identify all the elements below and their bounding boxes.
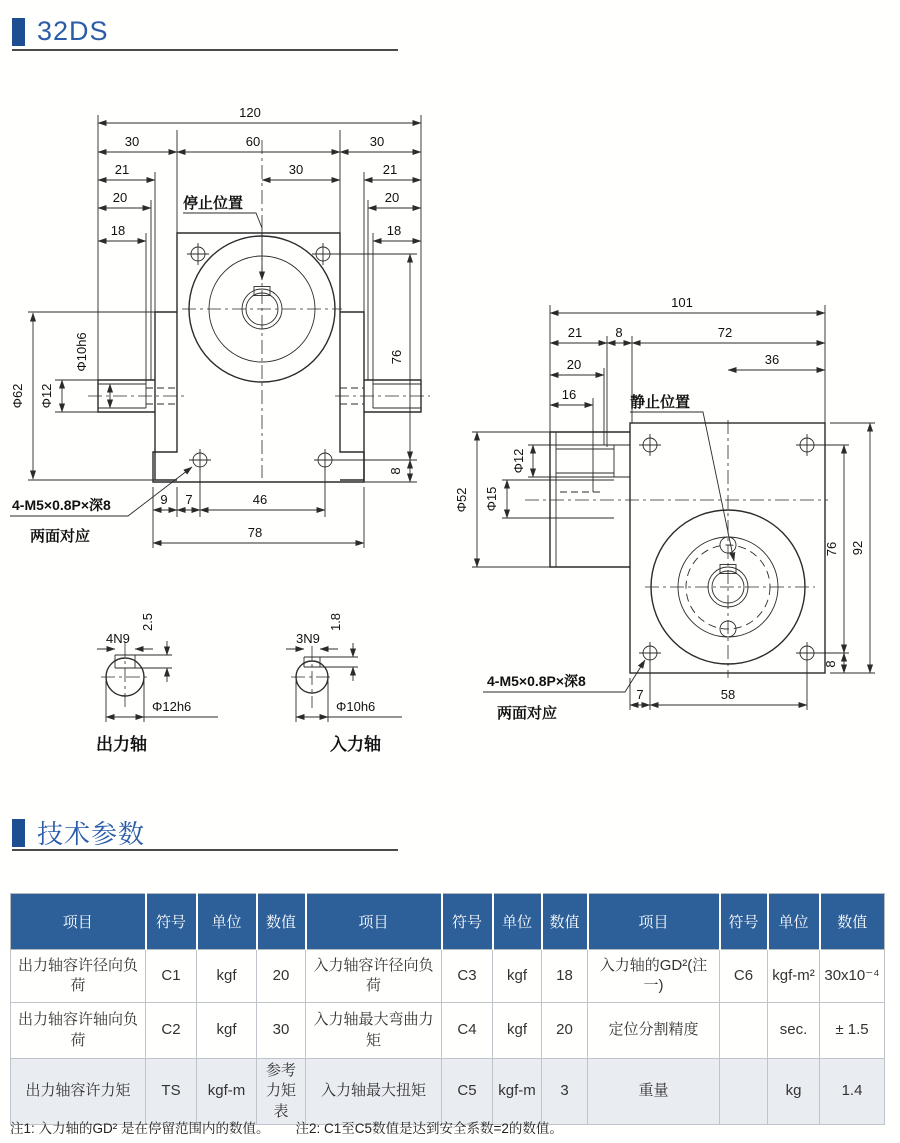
table-cell: 重量 — [588, 1059, 720, 1125]
dim-label: 21 — [114, 162, 130, 177]
shaft-dia-label: Φ10h6 — [336, 699, 376, 714]
dim-label: 8 — [823, 660, 838, 668]
dim-label: 120 — [239, 105, 261, 120]
side-view — [454, 295, 875, 722]
table-cell: kgf — [493, 1003, 542, 1059]
page-title: 32DS — [37, 16, 109, 46]
parameters-table — [10, 893, 885, 1125]
bolt-holes-front — [187, 243, 336, 471]
dim-label: Φ52 — [454, 487, 469, 513]
dim-label: 21 — [382, 162, 398, 177]
dim-label: 7 — [636, 687, 644, 702]
dim-label: 8 — [388, 467, 403, 475]
column-header: 数值 — [257, 894, 306, 950]
table-cell: 出力轴容许径向负荷 — [11, 950, 146, 1003]
dim-label: 16 — [561, 387, 577, 402]
table-cell: C3 — [442, 950, 493, 1003]
table-cell: 20 — [257, 950, 306, 1003]
dim-label: 101 — [671, 295, 693, 310]
column-header: 符号 — [720, 894, 768, 950]
dim-label: 8 — [615, 325, 623, 340]
dim-label: 18 — [386, 223, 402, 238]
column-header: 单位 — [493, 894, 542, 950]
thread-note-front: 4-M5×0.8P×深8 — [12, 497, 111, 513]
bolt-holes-side — [639, 434, 818, 664]
dim-label: 92 — [850, 540, 865, 556]
model-header — [12, 16, 109, 47]
table-cell: 30x10⁻⁴ — [820, 950, 885, 1003]
key-height-label: 1.8 — [328, 612, 343, 632]
table-cell: kgf-m — [493, 1059, 542, 1125]
column-header: 数值 — [542, 894, 588, 950]
table-cell: 出力轴容许力矩 — [11, 1059, 146, 1125]
both-sides-note-front: 两面对应 — [30, 528, 91, 545]
section-title: 技术参数 — [37, 819, 146, 849]
table-cell: ± 1.5 — [820, 1003, 885, 1059]
dim-label: 60 — [245, 134, 261, 149]
tech-params-header — [12, 814, 145, 851]
dim-label: Φ12 — [511, 448, 526, 474]
front-view — [10, 105, 430, 548]
column-header: 项目 — [11, 894, 146, 950]
table-cell: 出力轴容许轴向负荷 — [11, 1003, 146, 1059]
dim-label: Φ12 — [39, 383, 54, 409]
output-shaft-label: 出力轴 — [96, 735, 147, 754]
table-cell: C6 — [720, 950, 768, 1003]
dim-label: 20 — [112, 190, 128, 205]
dim-label: 20 — [566, 357, 582, 372]
dim-label: 78 — [247, 525, 263, 540]
dim-label: 36 — [764, 352, 780, 367]
front-view-dimensions — [10, 105, 421, 543]
table-header-row — [11, 894, 885, 950]
column-header: 项目 — [306, 894, 442, 950]
table-cell: 20 — [542, 1003, 588, 1059]
header-rule — [12, 49, 398, 51]
table-cell — [720, 1059, 768, 1125]
table-cell: 参考力矩表 — [257, 1059, 306, 1125]
dim-label: 18 — [110, 223, 126, 238]
input-shaft-label: 入力轴 — [330, 735, 381, 754]
dim-label: 58 — [720, 687, 736, 702]
table-cell: sec. — [768, 1003, 820, 1059]
column-header: 单位 — [197, 894, 257, 950]
dim-label: 72 — [717, 325, 733, 340]
dim-label: Φ62 — [10, 383, 25, 409]
table-cell: kgf — [197, 1003, 257, 1059]
table-row — [11, 1059, 885, 1125]
table-cell: kg — [768, 1059, 820, 1125]
shaft-dia-label: Φ12h6 — [152, 699, 192, 714]
dim-label: 20 — [384, 190, 400, 205]
column-header: 数值 — [820, 894, 885, 950]
thread-note-side: 4-M5×0.8P×深8 — [487, 673, 586, 689]
note-2: 注2: C1至C5数值是达到安全系数=2的数值。 — [295, 1121, 563, 1136]
section-rule — [12, 849, 398, 851]
key-dim-label: 3N9 — [296, 631, 320, 646]
dim-label: 30 — [369, 134, 385, 149]
table-cell: 入力轴最大弯曲力矩 — [306, 1003, 442, 1059]
column-header: 单位 — [768, 894, 820, 950]
output-shaft-detail — [96, 613, 218, 754]
dim-label: 46 — [252, 492, 268, 507]
table-cell: 入力轴最大扭矩 — [306, 1059, 442, 1125]
dim-label: 76 — [824, 541, 839, 557]
table-cell: 定位分割精度 — [588, 1003, 720, 1059]
stop-position-label: 停止位置 — [183, 195, 244, 212]
column-header: 符号 — [442, 894, 493, 950]
dim-label: 21 — [567, 325, 583, 340]
table-cell: C4 — [442, 1003, 493, 1059]
table-cell: 入力轴的GD²(注一) — [588, 950, 720, 1003]
dim-label: 9 — [160, 492, 168, 507]
table-cell: 3 — [542, 1059, 588, 1125]
table-row — [11, 1003, 885, 1059]
rest-position-label: 静止位置 — [630, 394, 691, 411]
table-cell: 18 — [542, 950, 588, 1003]
table-cell: kgf — [493, 950, 542, 1003]
dim-label: 30 — [124, 134, 140, 149]
column-header: 符号 — [146, 894, 197, 950]
note-1: 注1: 入力轴的GD² 是在停留范围内的数值。 — [10, 1121, 270, 1136]
key-height-label: 2.5 — [140, 612, 155, 632]
dim-label: Φ15 — [484, 486, 499, 512]
key-dim-label: 4N9 — [106, 631, 130, 646]
table-row — [11, 950, 885, 1003]
dim-label: Φ10h6 — [74, 332, 89, 372]
table-cell: kgf-m — [197, 1059, 257, 1125]
table-cell: C5 — [442, 1059, 493, 1125]
technical-drawing — [0, 80, 900, 780]
dim-label: 30 — [288, 162, 304, 177]
table-cell: 1.4 — [820, 1059, 885, 1125]
table-cell: 入力轴容许径向负荷 — [306, 950, 442, 1003]
table-cell: C2 — [146, 1003, 197, 1059]
table-cell: 30 — [257, 1003, 306, 1059]
table-cell: TS — [146, 1059, 197, 1125]
dim-label: 7 — [185, 492, 193, 507]
input-shaft-detail — [286, 613, 402, 754]
table-cell: kgf — [197, 950, 257, 1003]
table-cell: C1 — [146, 950, 197, 1003]
accent-bar — [12, 819, 25, 847]
both-sides-note-side: 两面对应 — [497, 705, 558, 722]
dim-label: 76 — [389, 349, 404, 365]
footnotes — [10, 1117, 589, 1137]
column-header: 项目 — [588, 894, 720, 950]
table-cell: kgf-m² — [768, 950, 820, 1003]
table-cell — [720, 1003, 768, 1059]
accent-bar — [12, 18, 25, 46]
